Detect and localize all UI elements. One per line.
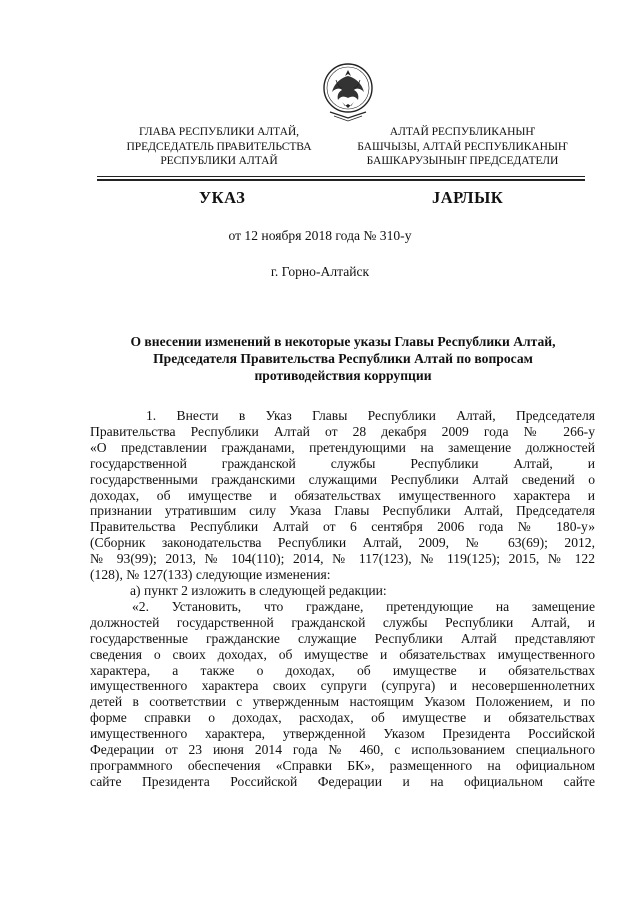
title-line: противодействия коррупции (254, 368, 432, 383)
body-line: государственные гражданские служащие Республики Алтай представляют (90, 630, 595, 646)
body-line: признании утратившим силу Указа Главы Республики Алтай, Председателя (90, 503, 595, 519)
header-divider-thin (97, 176, 585, 177)
title-line: Председателя Правительства Республики Алтай по вопросам (153, 351, 533, 366)
body-line: (128), № 127(133) следующие изменения: (90, 567, 331, 583)
body-line: государственными гражданскими служащими Республики Алтай сведений о (90, 471, 595, 487)
body-line: а) пункт 2 изложить в следующей редакции: (130, 582, 387, 598)
body-line: должностей государственной гражданской службы Республики Алтай, и (90, 614, 595, 630)
body-line: сведения о своих доходах, об имуществе и обязательствах имущественного (90, 646, 595, 662)
body-line: сайте Президента Российской Федерации и на официальном сайте (90, 773, 595, 789)
body-line: (Сборник законодательства Республики Алтай, 2009, № 63(69); 2012, (90, 535, 595, 551)
header-right-line: БАШКАРУЗЫНЫҤ ПРЕДСЕДАТЕЛИ (366, 154, 559, 167)
decree-date-number: от 12 ноября 2018 года № 310-у (228, 228, 412, 243)
body-line: программного обеспечения «Справки БК», размещенного на официальном (90, 757, 595, 773)
body-line: характера, а также о доходах, об имуществе и обязательствах (90, 662, 595, 678)
body-line: доходах, об имуществе и обязательствах имущественного характера и (90, 487, 595, 503)
header-left-line: ПРЕДСЕДАТЕЛЬ ПРАВИТЕЛЬСТВА (126, 139, 312, 153)
header-left-block (104, 125, 334, 169)
body-line: имущественного характера своих супруги (супруга) и несовершеннолетних (90, 678, 595, 694)
decree-city: г. Горно-Алтайск (270, 264, 370, 279)
header-left-line: РЕСПУБЛИКИ АЛТАЙ (160, 154, 278, 167)
header-right-block (345, 125, 580, 169)
decree-label-altai: ЈАРЛЫК (432, 188, 504, 207)
body-line: государственной гражданской службы Республики Алтай, и (90, 455, 595, 471)
body-line: Правительства Республики Алтай от 6 сентября 2006 года № 180-у» (90, 519, 595, 535)
title-line: О внесении изменений в некоторые указы Главы Республики Алтай, (130, 334, 556, 349)
header-divider-thick (97, 179, 585, 181)
document-body (90, 408, 595, 790)
body-line: 1. Внести в Указ Главы Республики Алтай, Председателя (146, 408, 595, 423)
body-line: Федерации от 23 июня 2014 года № 460, с использованием специального (90, 742, 595, 758)
body-line: детей в соответствии с утвержденным настоящим Указом Положением, и по (90, 694, 595, 710)
body-line: имущественного характера, утвержденной Указом Президента Российской (90, 726, 595, 742)
body-line: Правительства Республики Алтай от 28 декабря 2009 года № 266-у (90, 423, 595, 439)
header-right-line: БАШЧЫЗЫ, АЛТАЙ РЕСПУБЛИКАНЫҤ (357, 139, 568, 153)
body-line: «2. Установить, что граждане, претендующие на замещение (132, 598, 595, 614)
header-right-line: АЛТАЙ РЕСПУБЛИКАНЫҤ (389, 125, 536, 138)
header-left-line: ГЛАВА РЕСПУБЛИКИ АЛТАЙ, (139, 125, 299, 138)
coat-of-arms-icon (322, 58, 374, 124)
body-line: форме справки о доходах, расходах, об имуществе и обязательствах (90, 710, 595, 726)
decree-label-russian: УКАЗ (199, 188, 246, 207)
body-line: № 93(99); 2013, № 104(110); 2014, № 117(123), № 119(125); 2015, № 122 (90, 551, 595, 567)
body-line: «О представлении гражданами, претендующими на замещение должностей (90, 439, 595, 455)
document-title (96, 333, 590, 384)
